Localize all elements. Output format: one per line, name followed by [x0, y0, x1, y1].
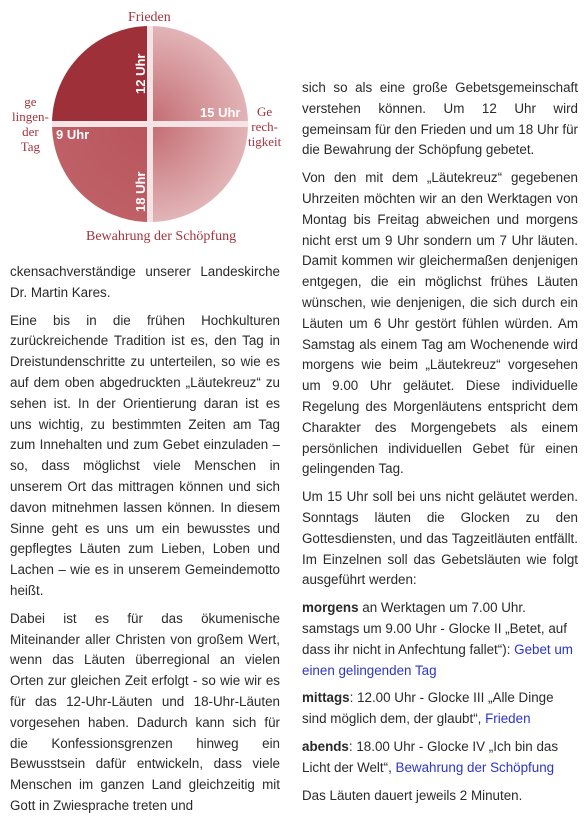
- right-paragraph-2: Von den mit dem „Läutekreuz“ gegebenen Uhrzeiten möchten wir an den Werktagen von Montag bis Freitag abweichen und morgens nicht erst um 9 Uhr sondern um 7 Uhr läuten. Damit kommen wir gleichermaßen denjenigen entgegen, die ein möglichst frühes Läuten wünschen, wie denjenigen, die sich durch ein Läuten um 6 Uhr gestört fühlen würden. Am Samstag als einem Tag am Wochenende wird morgens wie beim „Läutekreuz“ vorgesehen um 9.00 Uhr geläutet. Diese individuelle Regelung des Morgenläutens entspricht dem Charakter des Morgengebets als einem persönlichen individuellen Gebet für einen gelingenden Tag.: [302, 170, 578, 477]
- morning-text: an Werktagen um 7.00 Uhr. samstags um 9.00 Uhr - Glocke II „Betet, auf dass ihr nicht in Anfechtung fallet“):: [302, 600, 567, 657]
- right-column: [302, 78, 578, 813]
- noon-text: : 12.00 Uhr - Glocke III „Alle Dinge sind möglich dem, der glaubt“,: [302, 690, 554, 727]
- hour-15-label: 15 Uhr: [200, 105, 241, 120]
- left-paragraph-2: Eine bis in die frühen Hochkulturen zurückreichende Tradition ist es, den Tag in Dreistundenschritte zu unterteilen, so wie es auf dem oben abgedruckten „Läutekreuz“ zu sehen ist. In der Orientierung daran ist es uns wichtig, zu bestimmten Zeiten am Tag zum Innehalten und zum Gebet einzuladen – so, dass möglichst viele Menschen in unserem Ort das mittragen können und sich davon mitnehmen lassen können. In diesem Sinne geht es uns um ein bewusstes und gepflegtes Läuten zum Lieben, Loben und Lachen – wie es in unserem Gemeindemotto heißt.: [10, 312, 280, 598]
- schedule-morning: [302, 598, 578, 681]
- label-frieden: Frieden: [128, 10, 171, 25]
- evening-text: : 18.00 Uhr - Glocke IV „Ich bin das Licht der Welt“,: [302, 738, 559, 775]
- left-paragraph-3: Dabei ist es für das ökumenische Miteinander aller Christen von großem Wert, wenn das Läuten überregional an vielen Orten zur gleichen Zeit erfolgt - so wie wir es für das 12-Uhr-Läuten und 18-Uhr-Läuten vorgesehen haben. Dadurch kann sich für die Konfessionsgrenzen hinweg ein Bewusstsein dafür entwickeln, dass viele Menschen im ganzen Land gleichzeitig mit Gott in Zwiesprache treten und: [10, 610, 280, 813]
- evening-keyword: abends: [302, 738, 349, 754]
- hour-9-label: 9 Uhr: [56, 127, 90, 142]
- hour-12-label: 12 Uhr: [133, 53, 148, 94]
- right-paragraph-3: Um 15 Uhr soll bei uns nicht geläutet werden. Sonntags läuten die Glocken zu den Gottesdiensten, und das Tagzeitläuten entfällt. Im Einzelnen soll das Gebetsläuten wie folgt ausgeführt werden:: [302, 489, 578, 588]
- left-column: [10, 262, 280, 824]
- left-paragraph-1: ckensachverständige unserer Landeskirche Dr. Martin Kares.: [10, 264, 280, 300]
- morning-keyword: morgens: [302, 600, 359, 616]
- label-gelingender-tag: ge lingen- der Tag: [12, 94, 49, 154]
- schedule-noon: [302, 688, 578, 730]
- noon-keyword: mittags: [302, 690, 350, 706]
- label-bewahrung: Bewahrung der Schöpfung: [86, 229, 237, 244]
- right-paragraph-1: sich so als eine große Gebetsgemeinschaft verstehen können. Um 12 Uhr wird gemeinsam für den Frieden und um 18 Uhr für die Bewahrung der Schöpfung gebetet.: [302, 80, 578, 158]
- schedule-evening: [302, 737, 578, 779]
- morning-link[interactable]: Gebet um einen gelingenden Tag: [302, 641, 573, 678]
- evening-link[interactable]: Bewahrung der Schöpfung: [395, 759, 555, 775]
- noon-link[interactable]: Frieden: [485, 711, 531, 727]
- closing-line: Das Läuten dauert jeweils 2 Minuten.: [302, 787, 523, 803]
- label-gerechtigkeit: Ge rech- tigkeit: [248, 104, 282, 149]
- hour-18-label: 18 Uhr: [133, 171, 148, 212]
